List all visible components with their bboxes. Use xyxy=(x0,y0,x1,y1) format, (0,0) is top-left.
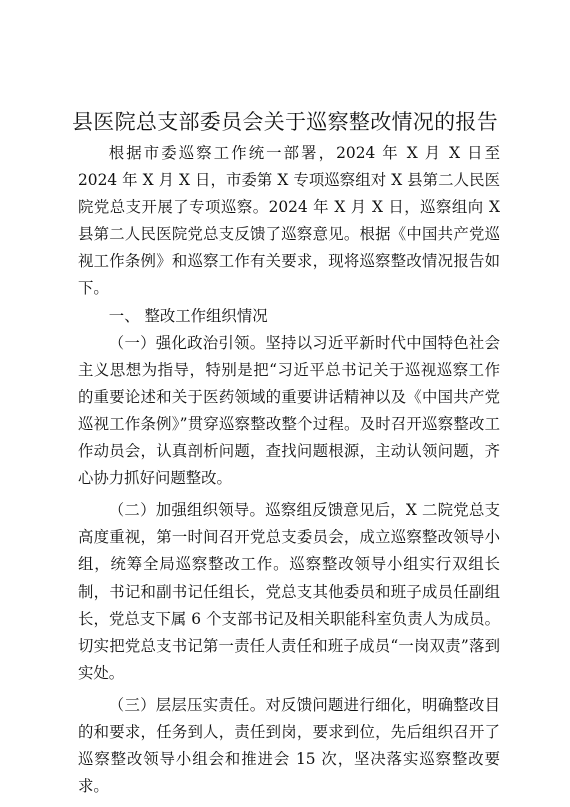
document-title: 县医院总支部委员会关于巡察整改情况的报告 xyxy=(72,110,498,134)
intro-paragraph: 根据市委巡察工作统一部署，2024 年 X 月 X 日至 2024 年 X 月 X 日，市委第 X 专项巡察组对 X 县第二人民医院党总支开展了专项巡察。2024 年 X 月 X 日，巡察组向 X 县第二人民医院党总支反馈了巡察意见。根据《中国共产党巡视工作条例》和巡察工作有关要求，现将巡察整改情况报告如下。 xyxy=(78,144,500,298)
item-lead-3: （三）层层压实责任。 xyxy=(108,695,266,714)
item-paragraph-3 xyxy=(78,692,500,800)
item-paragraph-1 xyxy=(78,330,500,493)
item-lead-1: （一）强化政治引领。 xyxy=(108,333,266,352)
section-heading: 一、 整改工作组织情况 xyxy=(108,306,268,325)
document-body xyxy=(78,140,500,800)
item-paragraph-2 xyxy=(78,497,500,687)
item-lead-2: （二）加强组织领导。 xyxy=(108,501,266,520)
item-text-1: 坚持以习近平新时代中国特色社会主义思想为指导，特别是把“习近平总书记关于巡视巡察工作的重要论述和关于医药领域的重要讲话精神以及《中国共产党巡视工作条例》”贯穿巡察整改整个过程。及时召开巡察整改工作动员会，认真剖析问题，查找问题根源，主动认领问题，齐心协力抓好问题整改。 xyxy=(78,333,500,488)
item-text-3: 对反馈问题进行细化，明确整改目的和要求，任务到人，责任到岗，要求到位，先后组织召开了巡察整改领导小组会和推进会 15 次，坚决落实巡察整改要求。 xyxy=(78,695,500,796)
item-text-2: 巡察组反馈意见后，X 二院党总支高度重视，第一时间召开党总支委员会，成立巡察整改领导小组，统筹全局巡察整改工作。巡察整改领导小组实行双组长制，书记和副书记任组长，党总支其他委员和班子成员任副组长，党总支下属 6 个支部书记及相关职能科室负责人为成员。切实把党总支书记第一责任人责任和班子成员“一岗双责”落到实处。 xyxy=(78,501,500,682)
